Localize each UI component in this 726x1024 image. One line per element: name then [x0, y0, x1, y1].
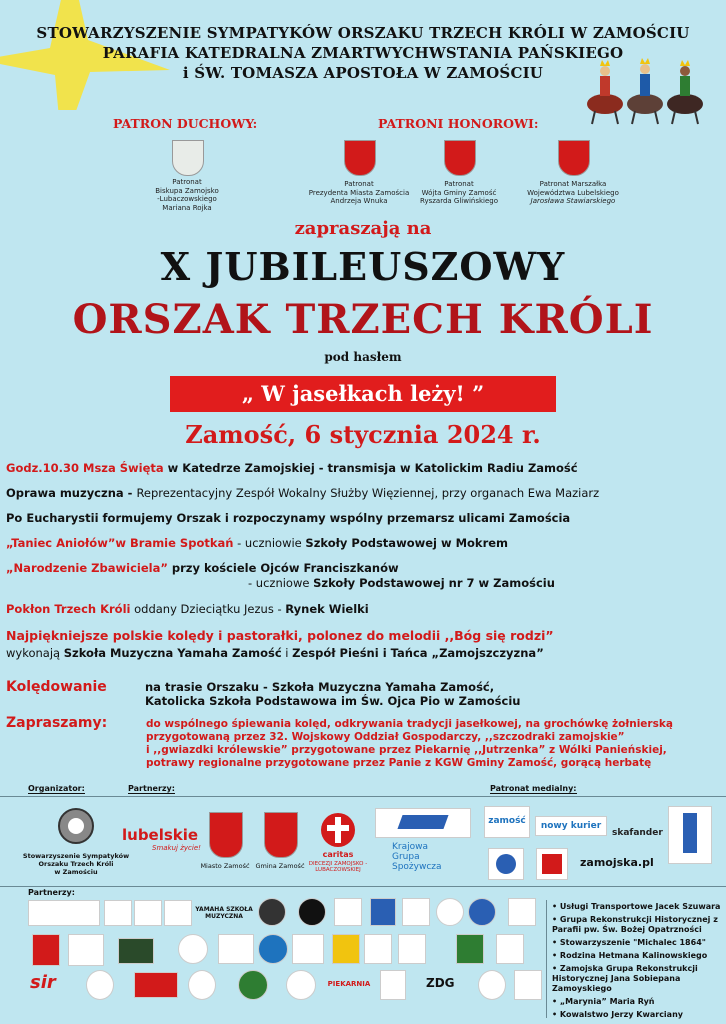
- media-tower-logo: [668, 806, 712, 864]
- zamosc-commune-coat-of-arms: [444, 140, 476, 176]
- program-music: Oprawa muzyczna - Reprezentacyjny Zespół Wokalny Służby Więziennej, przy organach Ewa Maziarz: [6, 486, 600, 500]
- partner-logo-32: [478, 970, 506, 1000]
- partner-logo-26: [86, 970, 114, 1000]
- program-carols: Najpiękniejsze polskie kolędy i pastorałki, polonez do melodii ,,Bóg się rodzi”: [6, 628, 554, 643]
- program-invite-2: przygotowaną przez 32. Wojskowy Oddział Gospodarczy, ,,szczodraki zamojskie”: [146, 731, 625, 743]
- header-line-2: PARAFIA KATEDRALNA ZMARTWYCHWSTANIA PAŃSKIEGO: [102, 44, 624, 62]
- header-line-3: i ŚW. TOMASZA APOSTOŁA W ZAMOŚCIU: [182, 64, 544, 82]
- program-procession: Po Eucharystii formujemy Orszak i rozpoczynamy wspólny przemarsz ulicami Zamościa: [6, 511, 571, 525]
- partner-logo-18: [218, 934, 254, 964]
- patron-caption-president: Patronat Prezydenta Miasta Zamościa Andrzeja Wnuka: [308, 180, 410, 205]
- partner-logo-21: [332, 934, 360, 964]
- partner-logo-24: [456, 934, 484, 964]
- gmina-zamosc-crest: [264, 812, 298, 858]
- partners-label: Partnerzy:: [128, 784, 175, 793]
- partner-logo-yamaha: YAMAHA SZKOŁA MUZYCZNA: [195, 906, 253, 920]
- partner-logo-22: [364, 934, 392, 964]
- program-mass: Godz.10.30 Msza Święta w Katedrze Zamojskiej - transmisja w Katolickim Radiu Zamość: [6, 461, 578, 475]
- partner-logo-13: [508, 898, 536, 926]
- partner-logo-15: [68, 934, 104, 966]
- kgs-logo: Krajowa Grupa Spożywcza: [392, 842, 442, 872]
- partner-logo-piekarnia: PIEKARNIA: [327, 980, 371, 988]
- zamosc-city-coat-of-arms: [344, 140, 376, 176]
- skafander-logo: skafander: [612, 828, 663, 838]
- program-caroling-label: Kolędowanie: [6, 679, 107, 695]
- footer-divider-2: [0, 886, 726, 887]
- partner-logo-30: [286, 970, 316, 1000]
- partner-logo-28: [188, 970, 216, 1000]
- partner-logo-6: [258, 898, 286, 926]
- program-carols-performers: wykonają Szkoła Muzyczna Yamaha Zamość i Zespół Pieśni i Tańca „Zamojszczyzna”: [6, 646, 544, 660]
- honorary-patrons-title: PATRONI HONOROWI:: [378, 116, 539, 131]
- gmina-zamosc-label: Gmina Zamość: [255, 862, 305, 870]
- header-line-1: STOWARZYSZENIE SYMPATYKÓW ORSZAKU TRZECH KRÓLI W ZAMOŚCIU: [36, 24, 690, 42]
- caritas-logo: [318, 810, 358, 850]
- partner-logo-2: [104, 900, 132, 926]
- partner-list-item: • „Marynia” Maria Ryń: [552, 997, 655, 1006]
- partner-logo-7: [298, 898, 326, 926]
- partner-logo-23: [398, 934, 426, 964]
- program-nativity: „Narodzenie Zbawiciela” przy kościele Ojców Franciszkanów: [6, 561, 399, 575]
- partner-logo-9: [370, 898, 396, 926]
- invite-text: zapraszają na: [294, 218, 432, 239]
- organizer-label: Organizator:: [28, 784, 85, 793]
- katolickie-radio-zamosc-logo: zamość: [484, 806, 530, 838]
- partner-logo-10: [402, 898, 430, 926]
- partner-logo-16: [118, 938, 154, 964]
- program-invite-1: do wspólnego śpiewania kolęd, odkrywania tradycji jasełkowej, na grochówkę żołnierską: [146, 718, 673, 730]
- partner-logo-12: [468, 898, 496, 926]
- nowy-kurier-logo: nowy kurier: [535, 816, 607, 836]
- program-homage: Pokłon Trzech Króli oddany Dzieciątku Jezus - Rynek Wielki: [6, 602, 369, 616]
- patron-caption-mayor: Patronat Wójta Gminy Zamość Ryszarda Gliwińskiego: [419, 180, 499, 205]
- partner-list-item: • Zamojska Grupa Rekonstrukcji Historycznej Jana Sobiepana Zamoyskiego: [552, 964, 698, 993]
- organizer-name: Stowarzyszenie Sympatyków Orszaku Trzech Króli w Zamościu: [22, 852, 130, 876]
- spiritual-patron-title: PATRON DUCHOWY:: [113, 116, 258, 131]
- media-patron-label: Patronat medialny:: [490, 784, 577, 793]
- partner-logo-14: [32, 934, 60, 966]
- partner-list-item: • Usługi Transportowe Jacek Szuwara: [552, 902, 721, 911]
- partner-logo-8: [334, 898, 362, 926]
- partner-logo-parafia: [28, 900, 100, 926]
- title-line-1: X JUBILEUSZOWY: [160, 244, 566, 289]
- motto-label: pod hasłem: [324, 350, 402, 364]
- program-angels: „Taniec Aniołów”w Bramie Spotkań - uczniowie Szkoły Podstawowej w Mokrem: [6, 536, 509, 550]
- program-caroling-1: na trasie Orszaku - Szkoła Muzyczna Yamaha Zamość,: [145, 680, 495, 694]
- partner-logo-sir: sir: [30, 972, 56, 993]
- miasto-zamosc-label: Miasto Zamość: [200, 862, 250, 870]
- partner-logo-20: [292, 934, 324, 964]
- partner-logo-3: [134, 900, 162, 926]
- partner-list-item: • Grupa Rekonstrukcji Historycznej z Parafii pw. Św. Bożej Opatrzności: [552, 915, 718, 934]
- partner-logo-27: [134, 972, 178, 998]
- partner-logo-31: [380, 970, 406, 1000]
- program-nativity-school: - uczniowe Szkoły Podstawowej nr 7 w Zamościu: [248, 576, 555, 590]
- patron-caption-bishop: Patronat Biskupa Zamojsko -Lubaczowskiego Mariana Rojka: [155, 178, 219, 212]
- partner-logo-29: [238, 970, 268, 1000]
- footer-divider: [0, 796, 726, 797]
- partner-logo-zdg: ZDG: [426, 976, 455, 990]
- partners2-label: Partnerzy:: [28, 888, 75, 897]
- partner-logo-19: [258, 934, 288, 964]
- lubelskie-coat-of-arms: [558, 140, 590, 176]
- bishop-coat-of-arms: [172, 140, 204, 176]
- motto-text: „ W jasełkach leży! ”: [241, 381, 485, 406]
- program-caroling-2: Katolicka Szkoła Podstawowa im Św. Ojca Pio w Zamościu: [145, 694, 521, 708]
- partner-logo-17: [178, 934, 208, 964]
- lubelskie-logo: lubelskie Smakuj życie!: [122, 826, 201, 852]
- partner-logo-25: [496, 934, 524, 964]
- media-logo-1: [488, 848, 524, 880]
- title-line-2: ORSZAK TRZECH KRÓLI: [72, 296, 654, 343]
- event-date: Zamość, 6 stycznia 2024 r.: [185, 420, 541, 449]
- partner-list-item: • Stowarzyszenie "Michalec 1864": [552, 938, 706, 947]
- organizer-logo: [56, 806, 96, 846]
- pkf-logo: [375, 808, 471, 838]
- motto-banner: [170, 376, 556, 412]
- miasto-zamosc-crest: [209, 812, 243, 858]
- partner-list-item: • Rodzina Hetmana Kalinowskiego: [552, 951, 708, 960]
- program-invite-3: i ,,gwiazdki królewskie” przygotowane przez Piekarnię ,,Jutrzenka” z Wólki Panieńskiej,: [146, 744, 667, 756]
- caritas-label: caritas: [322, 850, 354, 859]
- zamojska-logo: zamojska.pl: [580, 856, 654, 869]
- program-invite-label: Zapraszamy:: [6, 715, 108, 731]
- partner-logo-33: [514, 970, 542, 1000]
- partner-list: [552, 902, 722, 1020]
- tvk-logo: [536, 848, 568, 880]
- partner-list-item: • Kowalstwo Jerzy Kwarciany: [552, 1010, 683, 1019]
- partner-logo-11: [436, 898, 464, 926]
- caritas-sub: DIECEZJI ZAMOJSKO -LUBACZOWSKIEJ: [308, 861, 368, 873]
- partner-logo-4: [164, 900, 192, 926]
- program-invite-4: potrawy regionalne przygotowane przez Panie z KGW Gminy Zamość, gorącą herbatę: [146, 757, 652, 769]
- patron-caption-marshal: Patronat Marszałka Województwa Lubelskiego Jarosława Stawiarskiego: [527, 180, 619, 205]
